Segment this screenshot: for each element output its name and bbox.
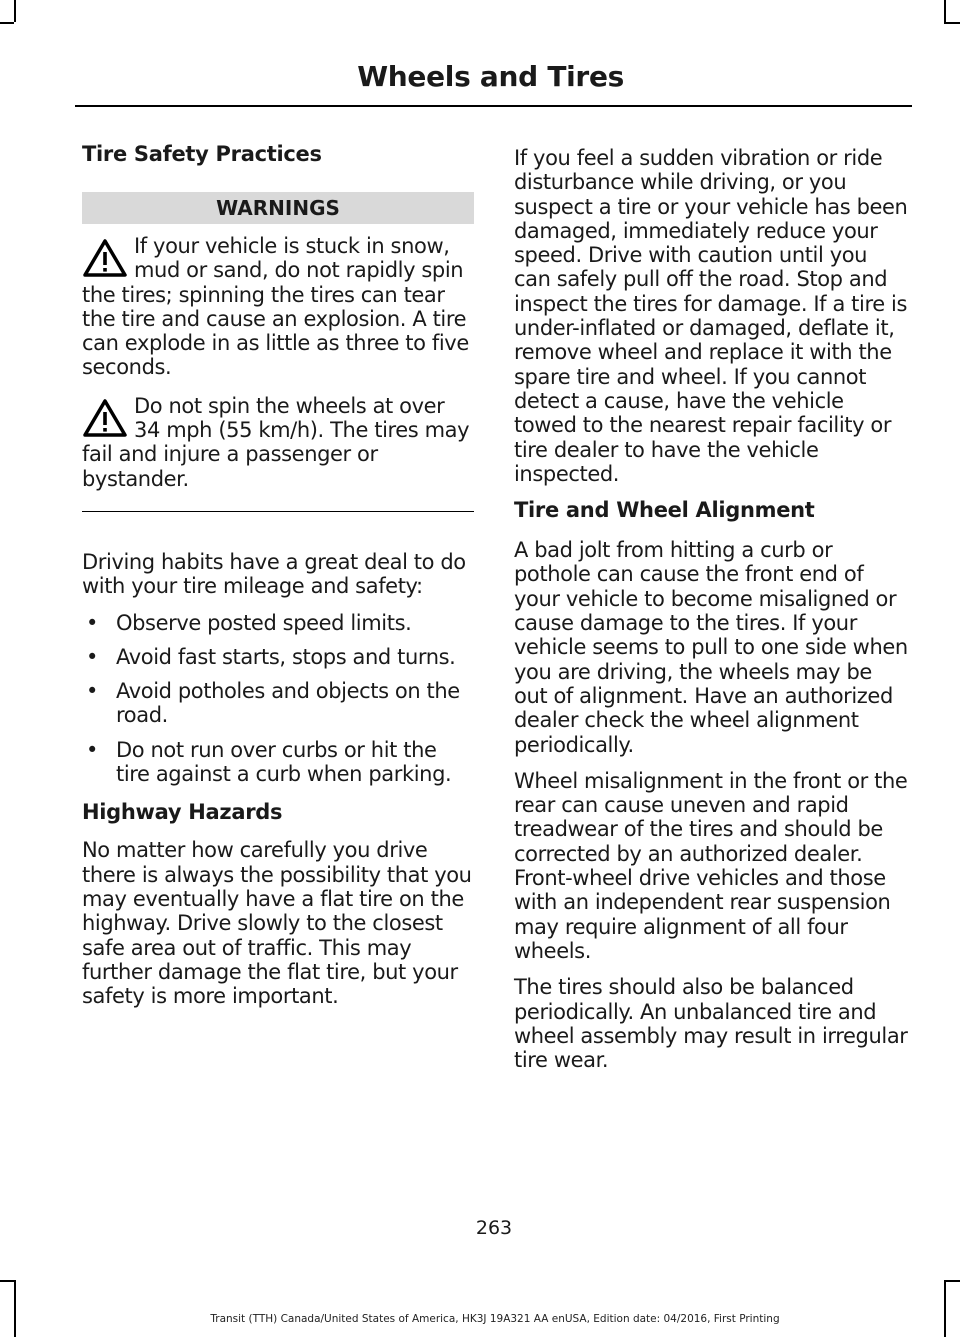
- crop-mark: [0, 1280, 14, 1282]
- crop-mark: [14, 0, 16, 22]
- list-item: • Observe posted speed limits.: [82, 611, 474, 635]
- alignment-paragraph: Wheel misalignment in the front or the rear can cause uneven and rapid treadwear of the tires and should be corrected by an authorized dealer. Front-wheel drive vehicles and those with an independent rear suspension may require alignment of all four wheels.: [514, 768, 908, 963]
- edition-footer: Transit (TTH) Canada/United States of America, HK3J 19A321 AA enUSA, Edition date: 04/2016, First Printing: [210, 1313, 780, 1325]
- crop-mark: [944, 0, 946, 22]
- warnings-label: WARNINGS: [82, 192, 474, 224]
- crop-mark: [944, 22, 960, 24]
- list-item: • Avoid fast starts, stops and turns.: [82, 645, 474, 669]
- warning-item: [82, 234, 474, 380]
- tire-safety-heading: Tire Safety Practices: [82, 142, 322, 166]
- section-title: Wheels and Tires: [357, 60, 624, 93]
- warning-triangle-icon: [82, 398, 128, 438]
- crop-mark: [944, 1280, 946, 1337]
- alignment-paragraph: The tires should also be balanced periodically. An unbalanced tire and wheel assembly may result in irregular tire wear.: [514, 975, 908, 1073]
- highway-hazards-text: No matter how carefully you drive there is always the possibility that you may eventually have a flat tire on the highway. Drive slowly to the closest safe area out of traffic. This may further damage the flat tire, but your safety is more important.: [82, 838, 472, 1009]
- driving-habits-list: [82, 611, 474, 787]
- warning-text: If your vehicle is stuck in snow, mud or sand, do not rapidly spin the tires; spinning the tires can tear the tire and cause an explosion. A tire can explode in as little as three to five seconds.: [82, 234, 469, 380]
- alignment-heading: Tire and Wheel Alignment: [514, 498, 815, 523]
- crop-mark: [0, 22, 14, 24]
- list-item: • Do not run over curbs or hit the tire against a curb when parking.: [82, 738, 474, 787]
- crop-mark: [944, 1280, 960, 1282]
- warning-item: [82, 394, 474, 491]
- warning-triangle-icon: [82, 238, 128, 278]
- vibration-paragraph: If you feel a sudden vibration or ride disturbance while driving, or you suspect a tire or your vehicle has been damaged, immediately reduce your speed. Drive with caution until you can safely pull off the road. Stop and inspect the tires for damage. If a tire is under-inflated or damaged, deflate it, remove wheel and replace it with the spare tire and wheel. If you cannot detect a cause, have the vehicle towed to the nearest repair facility or tire dealer to have the vehicle inspected.: [514, 146, 908, 486]
- page-number: 263: [475, 1217, 513, 1239]
- right-column: [514, 146, 908, 1084]
- warning-text: Do not spin the wheels at over 34 mph (55 km/h). The tires may fail and injure a passenger or bystander.: [82, 393, 470, 491]
- list-item: • Avoid potholes and objects on the road.: [82, 679, 474, 728]
- warnings-end-rule: [82, 511, 474, 512]
- driving-habits-intro: Driving habits have a great deal to do with your tire mileage and safety:: [82, 549, 466, 599]
- alignment-paragraph: A bad jolt from hitting a curb or pothole can cause the front end of your vehicle to become misaligned or cause damage to the tires. If your vehicle seems to pull to one side when you are driving, the wheels may be out of alignment. Have an authorized dealer check the wheel alignment periodically.: [514, 538, 908, 757]
- highway-hazards-heading: Highway Hazards: [82, 800, 283, 825]
- header-rule: [75, 105, 912, 107]
- crop-mark: [14, 1280, 16, 1337]
- left-column: [82, 142, 474, 1020]
